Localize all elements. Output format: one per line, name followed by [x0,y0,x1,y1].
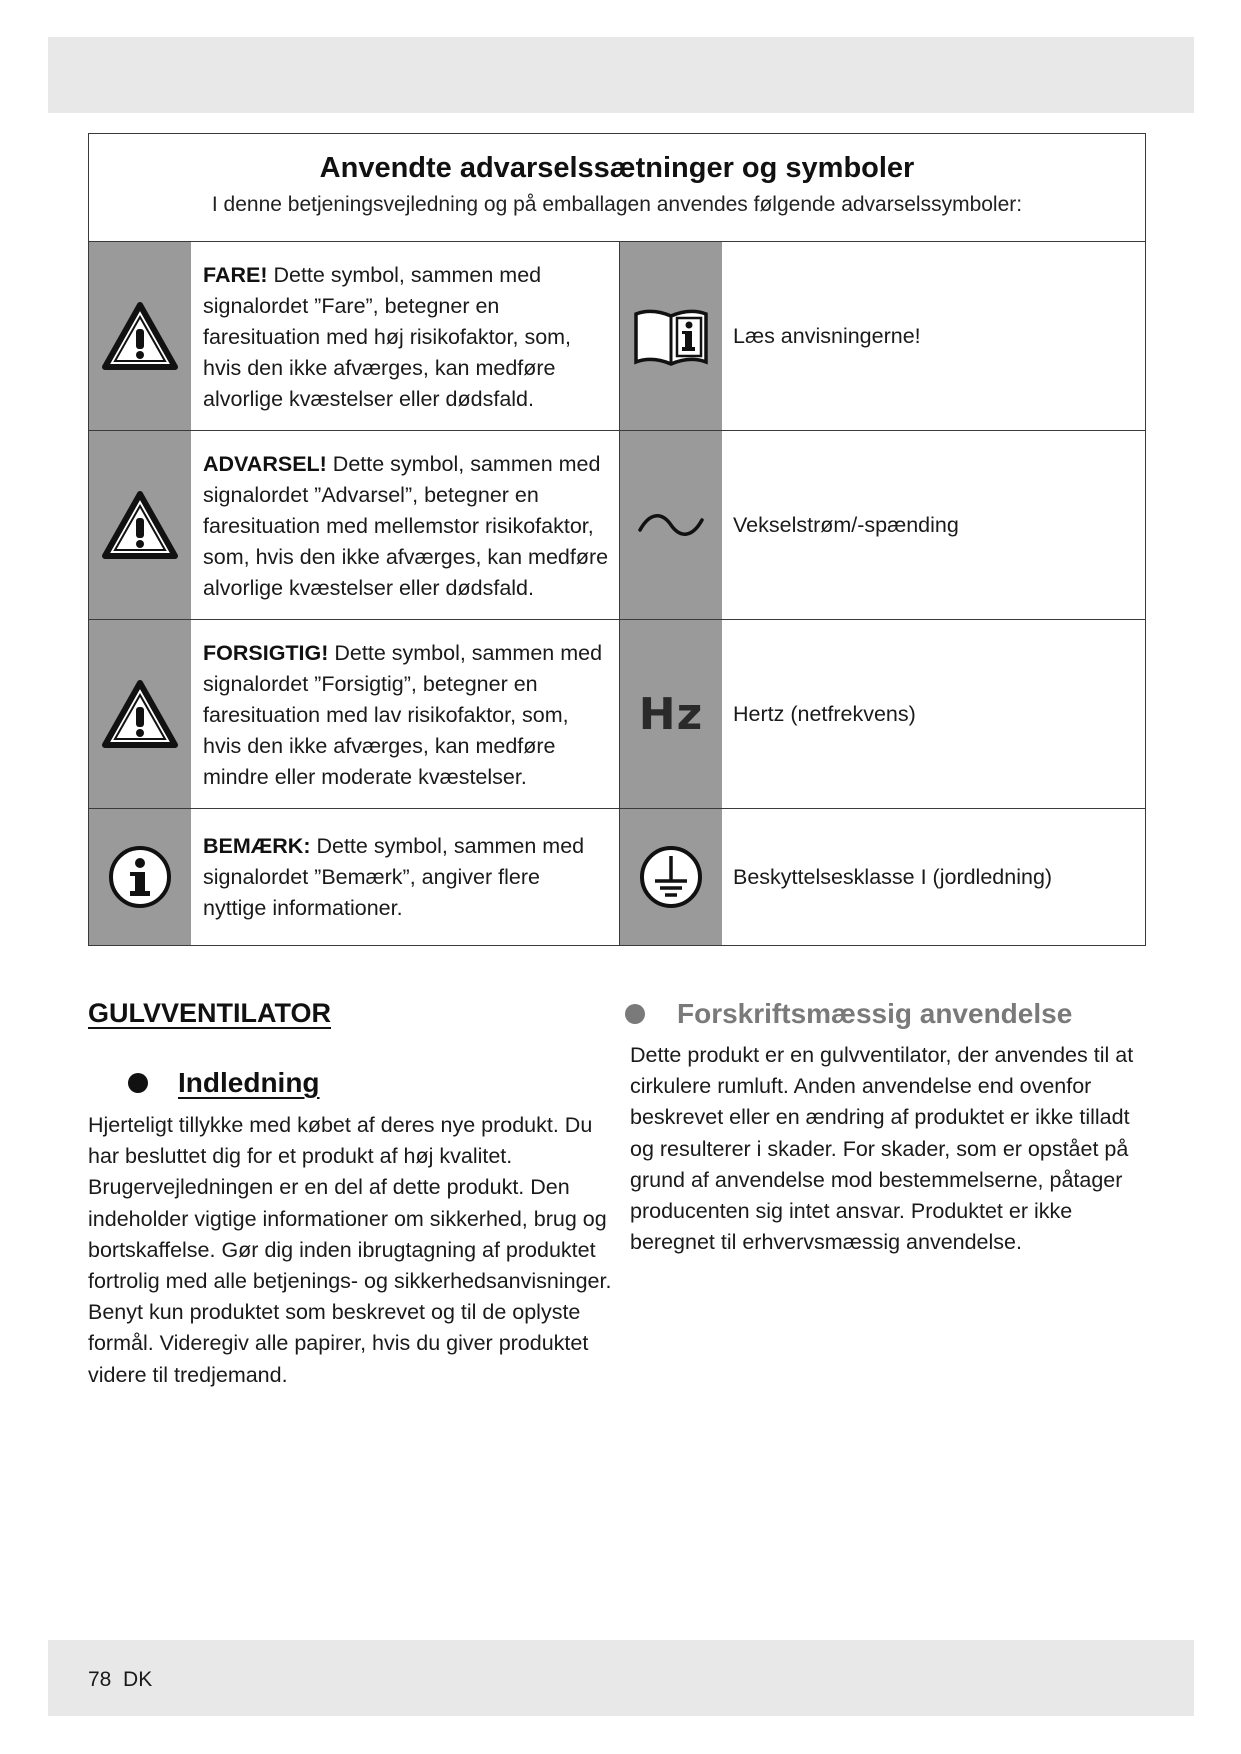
bullet-icon [128,1073,148,1093]
read-manual-icon [632,304,710,368]
warning-description: FORSIGTIG! Dette symbol, sammen med signalordet ”Forsigtig”, betegner en faresituation med lav risikofaktor, som, hvis den ikke afværges, kan medføre mindre eller moderate kvæstelser. [203,641,603,789]
signal-word: BEMÆRK: [203,834,311,858]
warning-triangle-icon [101,490,179,560]
signal-word: FORSIGTIG! [203,641,329,665]
header-band [48,37,1194,113]
table-row [89,620,1145,809]
icon-cell [89,809,191,945]
symbol-description: Hertz (netfrekvens) [733,701,916,726]
bullet-icon [625,1004,645,1024]
warning-description: ADVARSEL! Dette symbol, sammen med signalordet ”Advarsel”, betegner en faresituation med mellemstor risikofaktor, som, hvis den ikke afværges, kan medføre alvorlige kvæstelser eller dødsfald. [203,452,609,600]
table-title: Anvendte advarselssætninger og symboler [319,152,915,184]
footer-band [48,1640,1194,1716]
symbol-description: Vekselstrøm/-spænding [733,512,959,537]
warning-triangle-icon [101,301,179,371]
table-row [89,242,1145,431]
alternating-current-icon [636,510,706,540]
icon-cell [619,431,722,619]
signal-word: ADVARSEL! [203,452,327,476]
hertz-icon: Hz [638,688,704,740]
symbol-description: Læs anvisningerne! [733,323,921,348]
warning-symbols-table [88,133,1146,946]
icon-cell [619,809,722,945]
icon-cell [619,620,722,808]
warning-triangle-icon [101,679,179,749]
section-title: GULVVENTILATOR [88,998,331,1028]
intro-paragraph: Hjerteligt tillykke med købet af deres nye produkt. Du har besluttet dig for et produkt af høj kvalitet. Brugervejledningen er en del af dette produkt. Den indeholder vigtige informationer om sikkerhed, brug og bortskaffelse. Gør dig inden ibrugtagning af produktet fortrolig med alle betjenings- og sikkerhedsanvisninger. Benyt kun produktet som beskrevet og til de oplyste formål. Videregiv alle papirer, hvis du giver produktet videre til tredjemand. [88,1113,612,1387]
usage-heading-label: Forskriftsmæssig anvendelse [677,998,1073,1029]
icon-cell [619,242,722,430]
usage-paragraph: Dette produkt er en gulvventilator, der anvendes til at cirkulere rumluft. Anden anvendelse end ovenfor beskrevet eller en ændring af produktet er ikke tilladt og resulterer i skader. For skader, som er opstået på grund af anvendelse mod bestemmelserne, påtager producenten sig intet ansvar. Produktet er ikke beregnet til erhvervsmæssig anvendelse. [630,1043,1134,1255]
info-circle-icon [107,844,173,910]
table-subtitle: I denne betjeningsvejledning og på emballagen anvendes følgende advarselssymboler: [211,193,1023,216]
protective-earth-icon [638,844,704,910]
warning-description: FARE! Dette symbol, sammen med signalordet ”Fare”, betegner en faresituation med høj risikofaktor, som, hvis den ikke afværges, kan medføre alvorlige kvæstelser eller dødsfald. [203,263,572,411]
table-header [89,134,1145,242]
icon-cell [89,242,191,430]
symbol-description: Beskyttelsesklasse I (jordledning) [733,864,1053,889]
intro-heading [128,1067,320,1099]
warning-description: BEMÆRK: Dette symbol, sammen med signalordet ”Bemærk”, angiver flere nyttige informationer. [203,834,585,920]
icon-cell [89,620,191,808]
icon-cell [89,431,191,619]
table-row [89,809,1145,945]
signal-word: FARE! [203,263,268,287]
usage-heading [667,998,1072,1030]
table-row [89,431,1145,620]
intro-heading-label: Indledning [178,1067,320,1098]
page-number: 78 DK [88,1668,153,1691]
symbol-grid [89,242,1145,945]
